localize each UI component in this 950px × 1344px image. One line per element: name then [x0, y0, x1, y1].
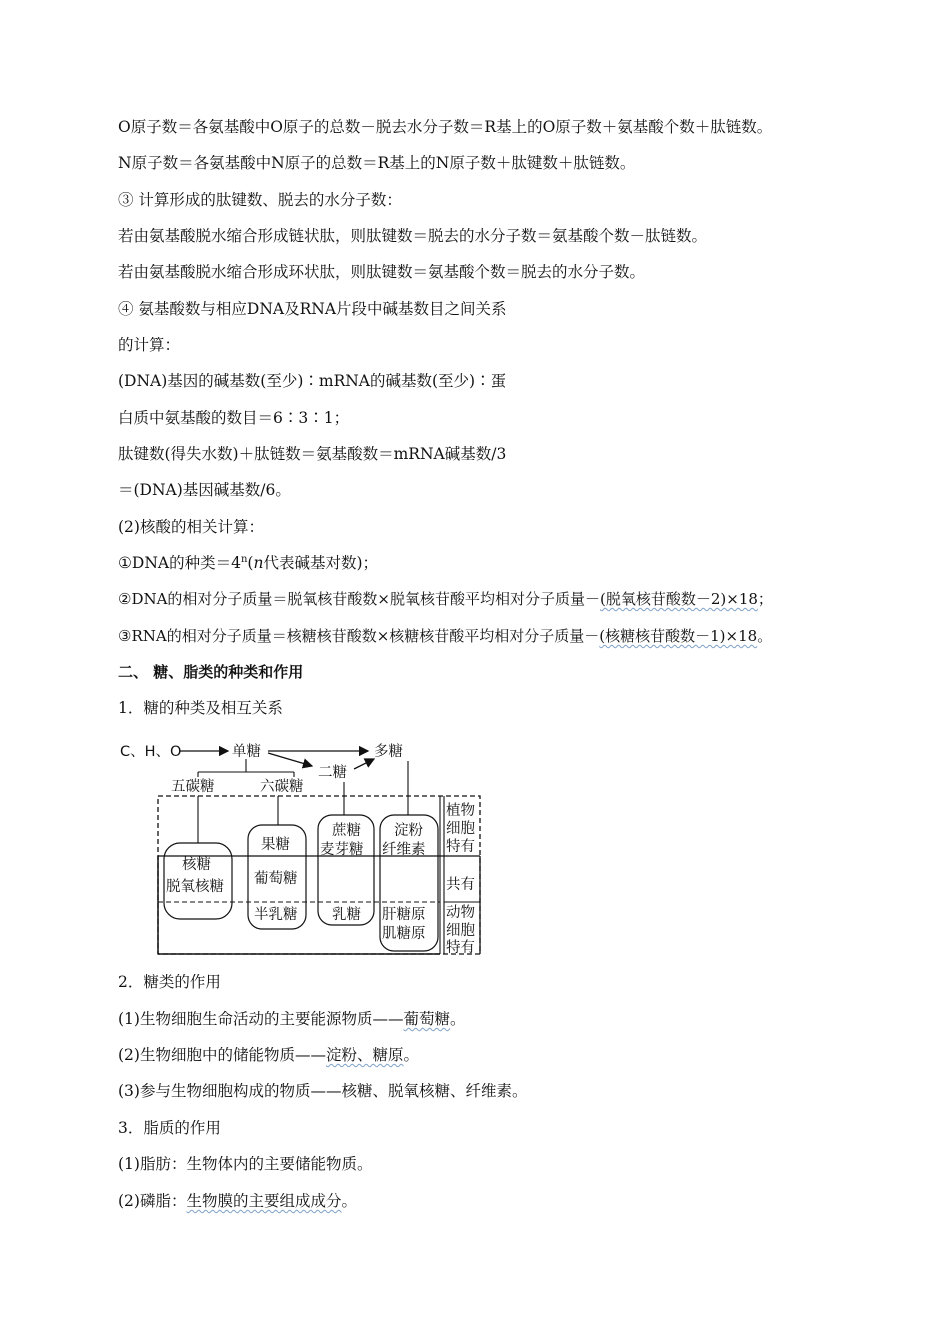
- polysaccharide-label: 多糖: [374, 744, 403, 760]
- text-line: [118, 553, 378, 573]
- subsection-heading: 2．糖类的作用: [118, 973, 221, 991]
- text-line: [118, 1009, 466, 1029]
- subsection-heading: 3．脂质的作用: [118, 1119, 221, 1137]
- liver-glycogen-label: 肝糖原: [382, 907, 426, 923]
- text-span: (2)磷脂：: [118, 1192, 187, 1210]
- text-span: ；: [757, 590, 773, 608]
- section-heading: 二、 糖、脂类的种类和作用: [118, 663, 304, 681]
- shared-label: 共有: [446, 877, 475, 893]
- text-line: 的计算：: [118, 336, 181, 354]
- starch-label: 淀粉: [394, 823, 423, 839]
- plant-label-3: 特有: [446, 839, 475, 855]
- muscle-glycogen-label: 肌糖原: [382, 926, 426, 942]
- text-span: ②DNA的相对分子质量＝脱氧核苷酸数×脱氧核苷酸平均相对分子质量－: [118, 590, 601, 608]
- animal-label-3: 特有: [446, 940, 475, 956]
- text-line: 若由氨基酸脱水缩合形成环状肽，则肽键数＝氨基酸个数＝脱去的水分子数。: [118, 263, 646, 281]
- text-line: O原子数＝各氨基酸中O原子的总数－脱去水分子数＝R基上的O原子数＋氨基酸个数＋肽链数。: [118, 118, 773, 136]
- animal-label-2: 细胞: [446, 923, 475, 939]
- monosaccharide-label: 单糖: [232, 744, 261, 760]
- text-span: ③RNA的相对分子质量＝核糖核苷酸数×核糖核苷酸平均相对分子质量－: [118, 627, 600, 645]
- fructose-label: 果糖: [261, 837, 290, 853]
- text-line: (DNA)基因的碱基数(至少)∶mRNA的碱基数(至少)∶蛋: [118, 372, 507, 390]
- pentose-label: 五碳糖: [171, 779, 215, 795]
- plant-label-2: 细胞: [446, 821, 475, 837]
- text-line: 若由氨基酸脱水缩合形成链状肽，则肽键数＝脱去的水分子数＝氨基酸个数－肽链数。: [118, 227, 708, 245]
- text-line: N原子数＝各氨基酸中N原子的总数＝R基上的N原子数＋肽键数＋肽链数。: [118, 154, 636, 172]
- ribose-label: 核糖: [182, 857, 211, 873]
- text-line: (1)脂肪：生物体内的主要储能物质。: [118, 1155, 373, 1173]
- text-line: 肽键数(得失水数)＋肽链数＝氨基酸数＝mRNA碱基数/3: [118, 445, 507, 463]
- arrow-line: [354, 759, 374, 769]
- text-span: 。: [341, 1192, 357, 1210]
- cellulose-label: 纤维素: [382, 842, 426, 858]
- text-line: [118, 589, 773, 609]
- sugar-relationship-diagram: [118, 735, 488, 957]
- text-line: (3)参与生物细胞构成的物质——核糖、脱氧核糖、纤维素。: [118, 1082, 528, 1100]
- italic-variable: n: [253, 554, 264, 572]
- glucose-label: 葡萄糖: [254, 871, 298, 887]
- text-span: (1)生物细胞生命活动的主要能源物质——: [118, 1010, 404, 1028]
- wavy-underlined-text: 淀粉、糖原: [325, 1046, 404, 1064]
- plant-label-1: 植物: [446, 803, 475, 819]
- text-line: 白质中氨基酸的数目＝6∶3∶1；: [118, 409, 350, 427]
- arrow-line: [268, 753, 312, 766]
- text-line: ③ 计算形成的肽键数、脱去的水分子数：: [118, 191, 402, 209]
- superscript: n: [240, 553, 248, 565]
- sucrose-label: 蔗糖: [332, 823, 361, 839]
- maltose-label: 麦芽糖: [320, 842, 364, 858]
- wavy-underlined-text: 生物膜的主要组成成分: [186, 1192, 342, 1210]
- text-span: ①DNA的种类＝4: [118, 554, 241, 572]
- text-span: 。: [403, 1046, 419, 1064]
- animal-label-1: 动物: [446, 905, 475, 921]
- lactose-label: 乳糖: [332, 907, 361, 923]
- text-line: (2)核酸的相关计算：: [118, 518, 264, 536]
- disaccharide-label: 二糖: [318, 765, 347, 781]
- wavy-underlined-text: (核糖核苷酸数－1)×18: [599, 627, 758, 645]
- wavy-underlined-text: (脱氧核苷酸数－2)×18: [600, 590, 758, 608]
- galactose-label: 半乳糖: [254, 907, 298, 923]
- text-line: ＝(DNA)基因碱基数/6。: [118, 481, 291, 499]
- text-line: ④ 氨基酸数与相应DNA及RNA片段中碱基数目之间关系: [118, 300, 507, 318]
- text-span: (: [247, 554, 254, 572]
- text-span: (2)生物细胞中的储能物质——: [118, 1046, 326, 1064]
- text-span: 。: [757, 627, 773, 645]
- hexose-label: 六碳糖: [260, 779, 304, 795]
- plant-region-frame: [158, 796, 480, 954]
- text-span: 。: [449, 1010, 466, 1028]
- text-span: 代表碱基对数)；: [263, 554, 379, 572]
- text-line: [118, 626, 772, 646]
- deoxyribose-label: 脱氧核糖: [166, 879, 224, 895]
- text-line: [118, 1045, 419, 1065]
- subsection-heading: 1．糖的种类及相互关系: [118, 699, 283, 717]
- text-line: [118, 1191, 357, 1211]
- wavy-underlined-text: 葡萄糖: [403, 1010, 450, 1028]
- cho-label: C、H、O: [120, 744, 182, 760]
